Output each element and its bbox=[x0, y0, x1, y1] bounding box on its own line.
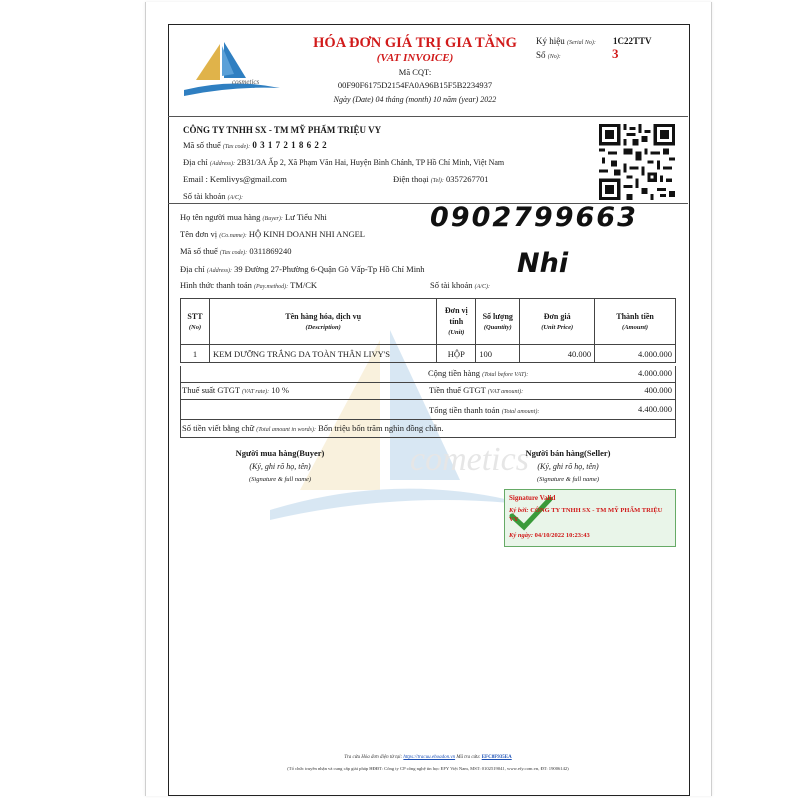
cell-unit: HỘP bbox=[437, 345, 476, 363]
divider bbox=[168, 116, 688, 117]
serial-value: 1C22TTV bbox=[613, 36, 652, 46]
table-header-row bbox=[181, 299, 676, 345]
col-header: Số lượng (Quantity) bbox=[476, 299, 520, 345]
number-label: Số (No): bbox=[536, 50, 561, 60]
seller-tax: Mã số thuế (Tax code): 0 3 1 7 2 1 8 6 2 2 bbox=[183, 140, 328, 150]
signed-by: Ký bởi: CÔNG TY TNHH SX - TM MỸ PHẨM TRIỆU VY bbox=[509, 507, 663, 523]
cell-desc: KEM DƯỠNG TRẮNG DA TOÀN THÂN LIVY'S bbox=[209, 345, 436, 363]
seller-name: CÔNG TY TNHH SX - TM MỸ PHẨM TRIỆU VY bbox=[183, 125, 382, 135]
items-table bbox=[180, 298, 676, 363]
seller-sign-sub: (Ký, ghi rõ họ, tên) bbox=[537, 462, 599, 471]
words-row: Số tiền viết bằng chữ (Total amount in words): Bốn triệu bốn trăm nghìn đồng chẵn. bbox=[180, 420, 676, 438]
cell-no: 1 bbox=[181, 345, 210, 363]
col-header: Tên hàng hóa, dịch vụ (Description) bbox=[209, 299, 436, 345]
buyer-unit: Tên đơn vị (Co.name): HỘ KINH DOANH NHI ANGEL bbox=[180, 229, 365, 239]
buyer-sign-sub: (Ký, ghi rõ họ, tên) bbox=[249, 462, 311, 471]
col-header: Đơn vị tính (Unit) bbox=[437, 299, 476, 345]
seller-account: Số tài khoản (A/C): bbox=[183, 191, 243, 201]
cqt-label: Mã CQT: bbox=[398, 67, 432, 77]
lookup-link[interactable]: https://tracuu.ehoadon.vn bbox=[403, 755, 456, 760]
seller-sign-sub-en: (Signature & full name) bbox=[536, 476, 600, 483]
cell-qty: 100 bbox=[476, 345, 520, 363]
svg-text:cosmetics: cosmetics bbox=[232, 78, 260, 86]
footer-lookup: Tra cứu Hóa đơn điện tử tại: https://tracuu.ehoadon.vn Mã tra cứu: EFC8F935EA bbox=[344, 755, 512, 760]
vat-row: Thuế suất GTGT (VAT rate): 10 % Tiền thuế GTGT (VAT amount): 400.000 bbox=[180, 383, 676, 400]
col-header: STT (No) bbox=[181, 299, 210, 345]
handwritten-phone: 0902799663 bbox=[430, 202, 638, 233]
col-header: Thành tiền (Amount) bbox=[595, 299, 676, 345]
seller-address: Địa chỉ (Address): 2B31/3A Ấp 2, Xã Phạm Văn Hai, Huyện Bình Chánh, TP Hồ Chí Minh, Việt Nam bbox=[183, 157, 505, 167]
digital-signature-box[interactable] bbox=[504, 489, 676, 547]
invoice-date: Ngày (Date) 04 tháng (month) 10 năm (year) 2022 bbox=[333, 95, 497, 104]
seller-phone: Điện thoại (Tel): 0357267701 bbox=[393, 174, 489, 184]
table-row bbox=[181, 345, 676, 363]
cqt-code: 00F90F6175D2154FA0A96B15F5B2234937 bbox=[337, 80, 493, 90]
seller-sign-title: Người bán hàng(Seller) bbox=[525, 448, 611, 458]
handwritten-name: Nhi bbox=[517, 248, 569, 279]
cell-amount: 4.000.000 bbox=[595, 345, 676, 363]
invoice-title-en: (VAT INVOICE) bbox=[376, 52, 454, 64]
buyer-account: Số tài khoản (A/C): bbox=[430, 280, 490, 290]
serial-label: Ký hiệu (Serial No): bbox=[536, 36, 596, 46]
svg-text:cometics: cometics bbox=[410, 441, 529, 478]
seller-email: Email : Kemlivys@gmail.com bbox=[183, 174, 287, 184]
col-header: Đơn giá (Unit Price) bbox=[520, 299, 595, 345]
number-value: 3 bbox=[612, 46, 619, 61]
subtotal-row: Cộng tiền hàng (Total before VAT): 4.000.000 bbox=[180, 366, 676, 383]
signed-date: Ký ngày: 04/10/2022 10:23:43 bbox=[509, 532, 590, 539]
buyer-tax: Mã số thuế (Tax code): 0311869240 bbox=[180, 246, 292, 256]
buyer-sign-title: Người mua hàng(Buyer) bbox=[235, 448, 325, 458]
company-logo bbox=[182, 40, 282, 100]
footer-provider: (Tổ chức truyền nhận và cung cấp giải pháp HĐĐT: Công ty CP công nghệ tin học EFY Việt Nam, MST: 0102519041, www.efy.com.vn, ĐT: 19006142) bbox=[287, 766, 569, 771]
buyer-address: Địa chỉ (Address): 39 Đường 27-Phường 6-Quận Gò Vấp-Tp Hồ Chí Minh bbox=[180, 264, 425, 274]
qr-code bbox=[599, 124, 675, 200]
lookup-code[interactable]: EFC8F935EA bbox=[481, 755, 512, 760]
cell-price: 40.000 bbox=[520, 345, 595, 363]
signature-valid-title: Signature Valid bbox=[509, 494, 556, 502]
grand-total-row: Tổng tiền thanh toán (Total amount): 4.400.000 bbox=[180, 400, 676, 420]
buyer-name: Họ tên người mua hàng (Buyer): Lư Tiểu Nhi bbox=[180, 212, 327, 222]
invoice-title: HÓA ĐƠN GIÁ TRỊ GIA TĂNG bbox=[313, 35, 517, 51]
buyer-sign-sub-en: (Signature & full name) bbox=[248, 476, 312, 483]
buyer-payment: Hình thức thanh toán (Pay.method): TM/CK bbox=[180, 280, 318, 290]
